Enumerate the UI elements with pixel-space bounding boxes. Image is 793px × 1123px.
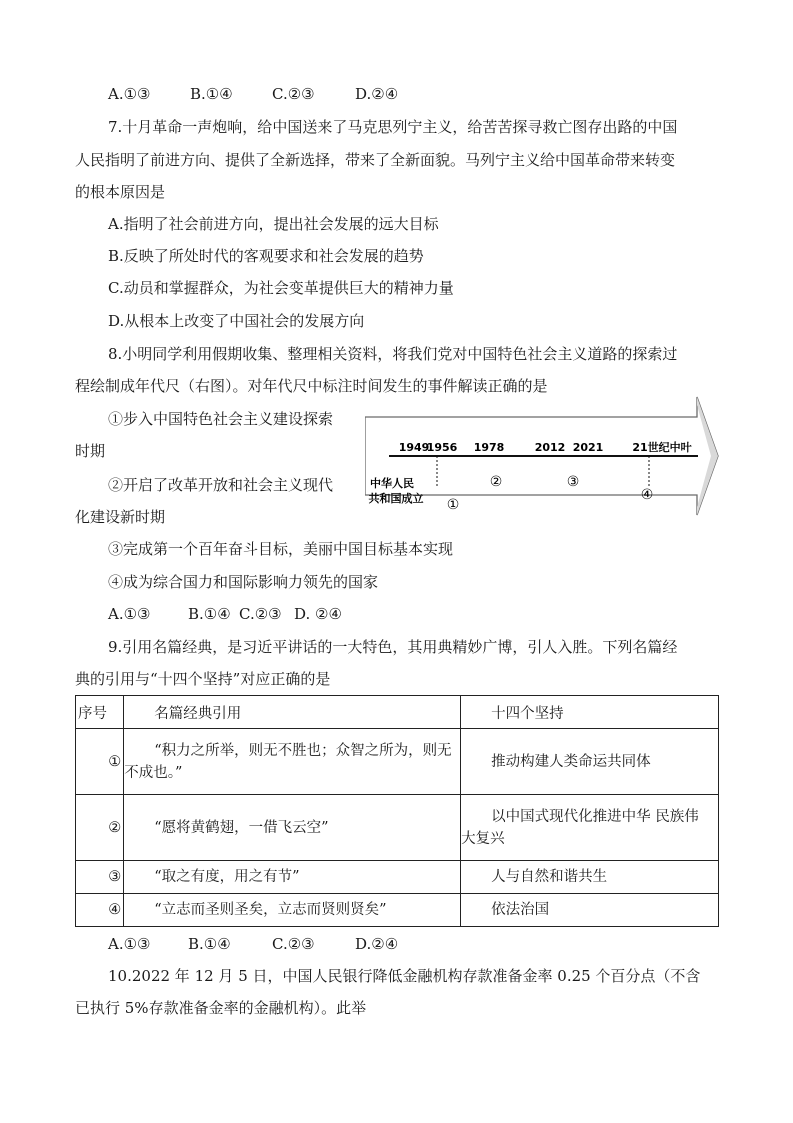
q8-option-b: B.①④ xyxy=(188,605,231,623)
timeline-year-1956: 1956 xyxy=(426,441,458,454)
q9-option-d: D.②④ xyxy=(355,935,399,953)
q8-item-1: ①步入中国特色社会主义建设探索 xyxy=(108,410,334,428)
timeline-caption-line-2: 共和国成立 xyxy=(368,492,424,505)
timeline-year-1949: 1949 xyxy=(398,441,430,454)
q6-option-c: C.②③ xyxy=(272,85,315,103)
q9-option-b: B.①④ xyxy=(188,935,231,953)
header-number: 序号 xyxy=(76,696,124,729)
timeline-year-2012: 2012 xyxy=(534,441,566,454)
quote-line: 不成也。” xyxy=(124,764,183,781)
principle-line: 依法治国 xyxy=(491,902,550,918)
header-principle: 十四个坚持 xyxy=(461,696,719,729)
timeline-caption-line-1: 中华人民 xyxy=(370,477,414,490)
q8-item-1-cont: 时期 xyxy=(75,442,106,460)
row-quote xyxy=(124,894,461,927)
row-principle xyxy=(461,894,719,927)
timeline-marker-1: ① xyxy=(446,497,460,513)
q8-item-4: ④成为综合国力和国际影响力领先的国家 xyxy=(108,573,379,591)
row-quote xyxy=(124,729,461,795)
q8-stem-line-1: 8.小明同学利用假期收集、整理相关资料，将我们党对中国特色社会主义道路的探索过 xyxy=(108,345,678,363)
principle-line: 大复兴 xyxy=(461,830,505,847)
q10-stem-line-1: 10.2022 年 12 月 5 日，中国人民银行降低金融机构存款准备金率 0.25 个百分点（不含 xyxy=(108,967,701,985)
row-number: ① xyxy=(76,729,124,795)
quote-table xyxy=(75,695,719,927)
q8-item-2: ②开启了改革开放和社会主义现代 xyxy=(108,476,334,494)
timeline-figure xyxy=(365,395,720,517)
q8-option-d: D. ②④ xyxy=(294,605,342,623)
q6-options xyxy=(108,84,398,104)
timeline-year-2021: 2021 xyxy=(572,441,604,454)
row-principle xyxy=(461,861,719,894)
quote-line: “积力之所举，则无不胜也；众智之所为，则无 xyxy=(154,742,452,759)
row-number: ④ xyxy=(76,894,124,927)
principle-line: 以中国式现代化推进中华 民族伟 xyxy=(491,808,699,825)
q9-options xyxy=(108,934,398,954)
q9-option-c: C.②③ xyxy=(272,935,315,953)
q7-stem-line-1: 7.十月革命一声炮响，给中国送来了马克思列宁主义，给苦苦探寻救亡图存出路的中国 xyxy=(108,118,678,136)
quote-line: “愿将黄鹤翅，一借飞云空” xyxy=(154,819,329,836)
row-principle xyxy=(461,795,719,861)
q6-option-b: B.①④ xyxy=(190,85,233,103)
q6-option-a: A.①③ xyxy=(108,85,151,103)
timeline-year-1978: 1978 xyxy=(473,441,505,454)
q9-stem-line-1: 9.引用名篇经典，是习近平讲话的一大特色，其用典精妙广博，引人入胜。下列名篇经 xyxy=(108,638,678,656)
q8-stem-line-2: 程绘制成年代尺（右图）。对年代尺中标注时间发生的事件解读正确的是 xyxy=(75,377,548,395)
timeline-marker-3: ③ xyxy=(566,474,580,490)
principle-line: 人与自然和谐共生 xyxy=(491,869,608,885)
table-header-row xyxy=(76,696,719,729)
row-principle xyxy=(461,729,719,795)
table-row xyxy=(76,795,719,861)
q6-option-d: D.②④ xyxy=(355,85,399,103)
quote-line: “立志而圣则圣矣，立志而贤则贤矣” xyxy=(154,902,387,918)
q7-option-d: D.从根本上改变了中国社会的发展方向 xyxy=(108,312,365,330)
q7-stem-line-2: 人民指明了前进方向、提供了全新选择，带来了全新面貌。马列宁主义给中国革命带来转变 xyxy=(75,151,676,169)
quote-line: “取之有度，用之有节” xyxy=(154,869,300,885)
row-quote xyxy=(124,861,461,894)
q7-option-b: B.反映了所处时代的客观要求和社会发展的趋势 xyxy=(108,247,424,265)
table-row xyxy=(76,729,719,795)
table-row xyxy=(76,894,719,927)
row-number: ② xyxy=(76,795,124,861)
header-quote: 名篇经典引用 xyxy=(124,696,461,729)
timeline-marker-4: ④ xyxy=(640,487,654,503)
q7-option-a: A.指明了社会前进方向，提出社会发展的远大目标 xyxy=(108,215,439,233)
timeline-marker-2: ② xyxy=(489,474,503,490)
q7-stem-line-3: 的根本原因是 xyxy=(75,183,166,201)
principle-line: 推动构建人类命运共同体 xyxy=(491,753,651,770)
q8-options xyxy=(108,604,342,624)
timeline-year-mid21: 21世纪中叶 xyxy=(632,441,692,454)
q8-option-c: C.②③ xyxy=(239,605,282,623)
q7-option-c: C.动员和掌握群众，为社会变革提供巨大的精神力量 xyxy=(108,279,454,297)
q8-option-a: A.①③ xyxy=(108,605,151,623)
table-row xyxy=(76,861,719,894)
row-quote xyxy=(124,795,461,861)
q8-item-2-cont: 化建设新时期 xyxy=(75,508,166,526)
row-number: ③ xyxy=(76,861,124,894)
q8-item-3: ③完成第一个百年奋斗目标，美丽中国目标基本实现 xyxy=(108,540,454,558)
q9-stem-line-2: 典的引用与“十四个坚持”对应正确的是 xyxy=(75,670,331,688)
q9-option-a: A.①③ xyxy=(108,935,151,953)
q10-stem-line-2: 已执行 5%存款准备金率的金融机构）。此举 xyxy=(75,999,367,1017)
